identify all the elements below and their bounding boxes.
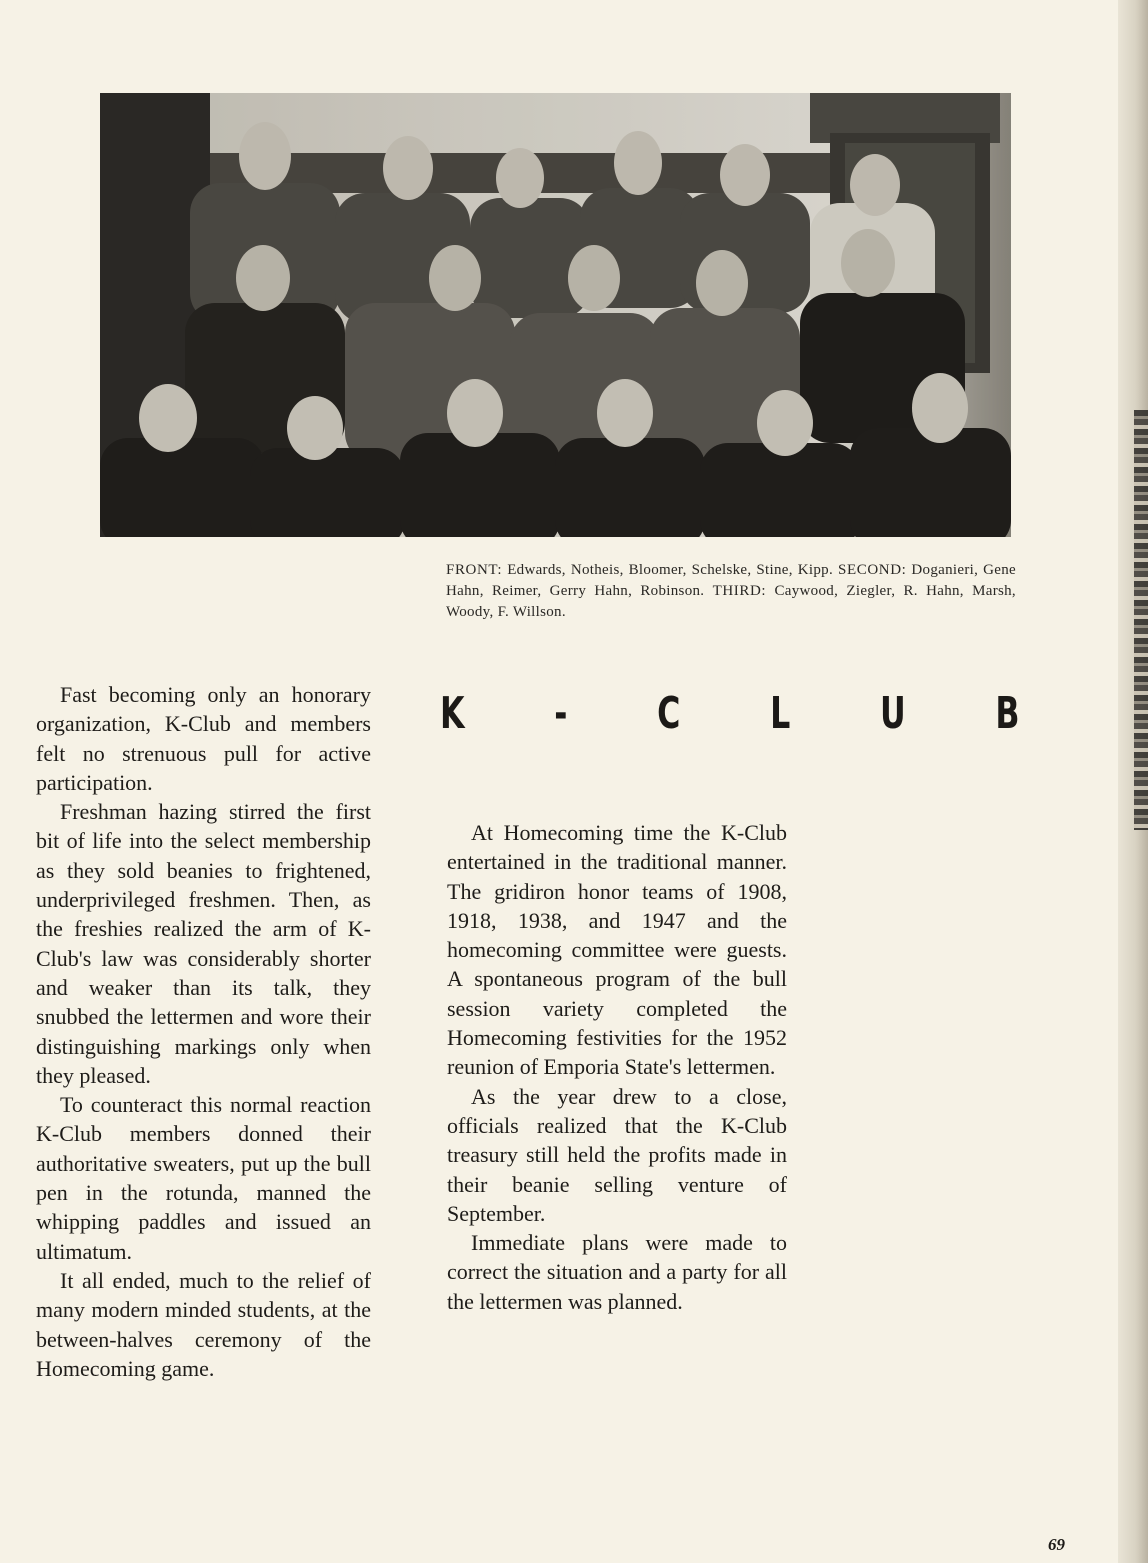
paragraph: As the year drew to a close, officials realized that the K-Club treasury still held the profits made in their beanie selling venture of September.: [447, 1083, 787, 1226]
title-letter: K: [440, 687, 465, 739]
caption-second-names: Doganieri, Gene Hahn, Reimer, Gerry Hahn, Robinson.: [446, 562, 1016, 599]
paragraph: Fast becoming only an honorary organization, K-Club and members felt no strenuous pull for active participation.: [36, 682, 371, 795]
title-letter: -: [554, 687, 568, 739]
paragraph: Freshman hazing stirred the first bit of life into the select membership as they sold beanies to frightened, underprivileged freshmen. Then, as the freshies realized the arm of K-Club's law was considerably shorter and weaker than its talk, they snubbed the lettermen and wore their distinguishing markings only when they pleased.: [36, 799, 371, 1088]
photo-caption: [446, 560, 1016, 623]
caption-third-names: Caywood, Ziegler, R. Hahn, Marsh, Woody, F. Willson.: [446, 583, 1016, 620]
page-title: [440, 678, 1020, 748]
page-number: 69: [1048, 1535, 1065, 1554]
right-column: [447, 818, 787, 1316]
paragraph: At Homecoming time the K-Club entertained in the traditional manner. The gridiron honor teams of 1908, 1918, 1938, and 1947 and the homecoming committee were guests. A spontaneous program of the bull session variety completed the Homecoming festivities for the 1952 reunion of Emporia State's lettermen.: [447, 820, 787, 1080]
page-edge: [1118, 0, 1148, 1563]
group-photo: [100, 93, 1011, 537]
caption-front-label: FRONT:: [446, 562, 503, 578]
title-letter: L: [770, 687, 791, 739]
group-photo-illustration: [100, 93, 1011, 537]
binding-marks: [1134, 410, 1148, 830]
title-letter: B: [995, 687, 1020, 739]
caption-second-label: SECOND:: [838, 562, 907, 578]
paragraph: It all ended, much to the relief of many modern minded students, at the between-halves ceremony of the Homecoming game.: [36, 1267, 371, 1381]
left-column: [36, 680, 371, 1383]
caption-front-names: Edwards, Notheis, Bloomer, Schelske, Stine, Kipp.: [507, 562, 834, 578]
caption-third-label: THIRD:: [712, 583, 767, 599]
title-letter: U: [879, 687, 906, 739]
paragraph: Immediate plans were made to correct the situation and a party for all the lettermen was planned.: [447, 1230, 787, 1314]
title-letter: C: [657, 687, 681, 739]
paragraph: To counteract this normal reaction K-Club members donned their authoritative sweaters, put up the bull pen in the rotunda, manned the whipping paddles and issued an ultimatum.: [36, 1092, 371, 1264]
